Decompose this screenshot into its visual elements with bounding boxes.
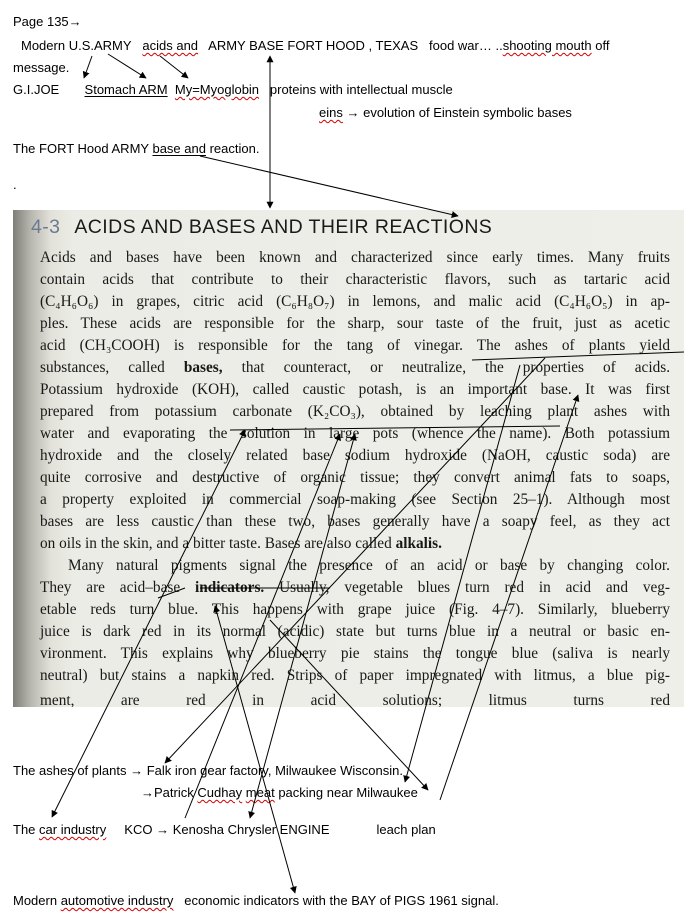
note-bottom-3: The car industry KCO → Kenosha Chrysler ENGINE leach plan [13,822,436,837]
note-bottom-4: Modern automotive industry economic indicators with the BAY of PIGS 1961 signal. [13,893,499,908]
note-bottom-1: The ashes of plants → Falk iron gear factory, Milwaukee Wisconsin. [13,763,403,778]
scan-line: ment, are red in acid solutions; litmus turns red [40,692,670,707]
scan-line: water and evaporating the solution in large pots (whence the name). Both potassium [40,425,670,442]
scan-line: Many natural pigments signal the presence of an acid or base by changing color. [68,557,670,574]
scan-line: They are acid–base indicators. Usually, vegetable blues turn red in acid and veg- [40,579,671,596]
scan-line: bases are less caustic than these two, bases generally have a soapy feel, as they act [40,513,670,530]
scan-line: neutral) but stains a napkin red. Strips of paper impregnated with litmus, a blue pig- [40,667,670,684]
scan-line: a property exploited in commercial soap-making (see Section 25–1). Although most [40,491,670,508]
note-line-2: message. [13,60,70,75]
scan-line: ples. These acids are responsible for the sharp, sour taste of the fruit, just as acetic [40,315,670,332]
note-line-3: G.I.JOE Stomach ARM My=Myoglobin proteins with intellectual muscle [13,82,453,97]
scan-line: substances, called bases, that counteract, or neutralize, the properties of acids. [40,359,671,376]
note-bottom-2: →Patrick Cudhay meat packing near Milwaukee [141,785,418,800]
scan-line: (C₄H₆O₆) in grapes, citric acid (C₆H₈O₇) in lemons, and malic acid (C₄H₆O₅) in ap- [40,293,670,310]
note-line-4: eins → evolution of Einstein symbolic bases [319,105,572,120]
scan-line: hydroxide and the closely related base sodium hydroxide (NaOH, caustic soda) are [40,447,670,464]
arrow-acids-to-myoglobin [160,56,188,78]
acids-and-text: acids and [142,38,199,53]
note-line-5: The FORT Hood ARMY base and reaction. [13,141,260,156]
note-line-1: Modern U.S.ARMY acids and ARMY BASE FORT HOOD , TEXAS food war… ..shooting mouth off [21,38,610,53]
note-line-6: . [13,177,17,192]
scan-line: Potassium hydroxide (KOH), called caustic potash, is an important base. It was first [40,381,670,398]
arrow-base-to-reactions [200,156,458,216]
scan-line: Acids and bases have been known and characterized since early times. Many fruits [40,249,670,266]
arrow-usarmy-to-stomach-arm [108,54,146,78]
scan-line: quite corrosive and destructive of organic tissue; they convert animal fats to soaps, [40,469,670,486]
page-label: Page 135→ [13,14,82,29]
scan-line: juice is dark red in its normal (acidic) state but turns blue in a neutral or basic en- [40,623,670,640]
scan-line: etable reds turn blue. This happens with grape juice (Fig. 4–7). Similarly, blueberry [40,601,670,618]
scanned-textbook-page [13,210,684,707]
section-heading: 4-3 ACIDS AND BASES AND THEIR REACTIONS [31,216,493,238]
scan-line: prepared from potassium carbonate (K₂CO₃), obtained by leaching plant ashes with [40,403,670,420]
scan-line: acid (CH₃COOH) is responsible for the tang of vinegar. The ashes of plants yield [40,337,670,354]
scan-line: on oils in the skin, and a bitter taste. Bases are also called alkalis. [40,535,442,552]
arrow-usarmy-to-gijoe [84,56,92,78]
scan-line: contain acids that contribute to their characteristic flavors, such as tartaric acid [40,271,670,288]
scan-line: vironment. This explains why blueberry pie stains the tongue blue (saliva is nearly [40,645,670,662]
